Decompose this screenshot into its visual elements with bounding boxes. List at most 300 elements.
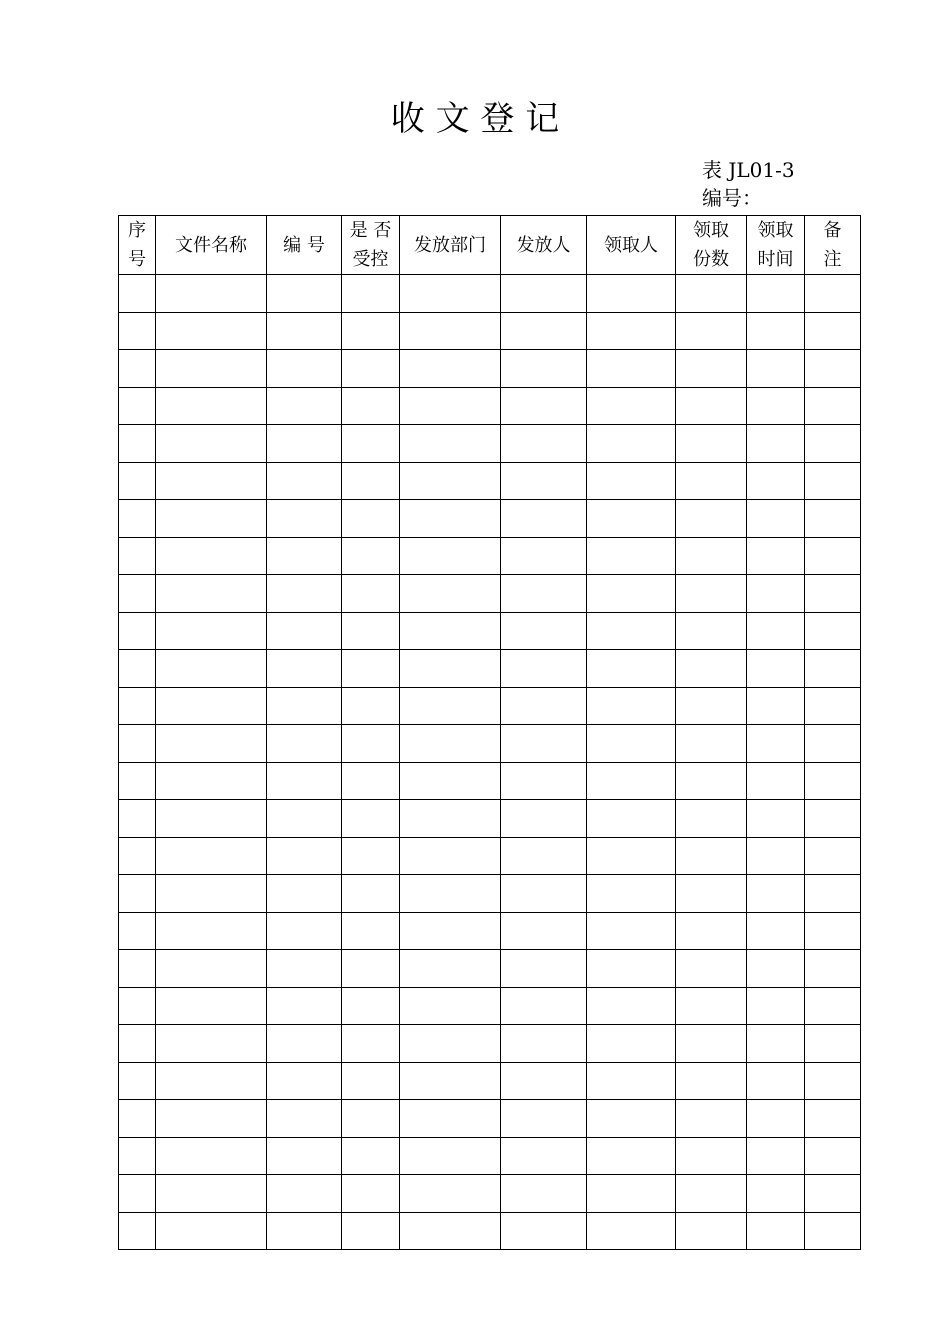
table-cell-issuer[interactable]	[501, 687, 587, 725]
table-cell-issuer[interactable]	[501, 725, 587, 763]
column-header-label: 序 号	[128, 220, 146, 270]
table-cell-seq[interactable]	[119, 725, 156, 763]
column-header-issuer	[501, 216, 587, 275]
table-cell-issuing_dept[interactable]	[400, 537, 501, 575]
table-cell-copies[interactable]	[676, 1025, 747, 1063]
table-cell-controlled[interactable]	[342, 987, 400, 1025]
table-cell-doc_name[interactable]	[156, 575, 267, 613]
table-cell-issuer[interactable]	[501, 462, 587, 500]
column-header-seq	[119, 216, 156, 275]
table-cell-remarks[interactable]	[805, 650, 861, 688]
table-cell-issuing_dept[interactable]	[400, 575, 501, 613]
table-cell-copies[interactable]	[676, 912, 747, 950]
table-cell-controlled[interactable]	[342, 1175, 400, 1213]
table-cell-controlled[interactable]	[342, 1212, 400, 1250]
table-cell-recipient[interactable]	[587, 762, 676, 800]
table-cell-controlled[interactable]	[342, 912, 400, 950]
table-cell-recipient[interactable]	[587, 312, 676, 350]
table-cell-received_time[interactable]	[747, 950, 805, 988]
table-cell-recipient[interactable]	[587, 575, 676, 613]
table-cell-issuing_dept[interactable]	[400, 1212, 501, 1250]
column-header-doc_name	[156, 216, 267, 275]
table-cell-copies[interactable]	[676, 800, 747, 838]
table-cell-controlled[interactable]	[342, 950, 400, 988]
table-cell-received_time[interactable]	[747, 387, 805, 425]
form-code: 表 JL01-3	[702, 158, 795, 182]
table-cell-remarks[interactable]	[805, 612, 861, 650]
column-header-label: 领取人	[604, 234, 658, 256]
table-cell-seq[interactable]	[119, 537, 156, 575]
table-cell-copies[interactable]	[676, 612, 747, 650]
receipt-register-table	[118, 215, 861, 1250]
table-cell-doc_no[interactable]	[267, 1100, 342, 1138]
table-cell-recipient[interactable]	[587, 350, 676, 388]
table-cell-recipient[interactable]	[587, 1175, 676, 1213]
table-cell-remarks[interactable]	[805, 537, 861, 575]
table-row	[119, 875, 861, 913]
table-cell-doc_no[interactable]	[267, 1175, 342, 1213]
table-cell-doc_name[interactable]	[156, 387, 267, 425]
table-cell-seq[interactable]	[119, 950, 156, 988]
table-cell-issuing_dept[interactable]	[400, 950, 501, 988]
table-cell-controlled[interactable]	[342, 687, 400, 725]
table-cell-doc_name[interactable]	[156, 462, 267, 500]
table-cell-seq[interactable]	[119, 800, 156, 838]
column-header-label: 领取 时间	[757, 220, 794, 270]
table-cell-copies[interactable]	[676, 725, 747, 763]
table-cell-doc_no[interactable]	[267, 875, 342, 913]
table-row	[119, 1100, 861, 1138]
table-cell-seq[interactable]	[119, 1137, 156, 1175]
table-cell-issuer[interactable]	[501, 575, 587, 613]
table-cell-issuer[interactable]	[501, 1100, 587, 1138]
table-cell-copies[interactable]	[676, 837, 747, 875]
table-cell-issuing_dept[interactable]	[400, 725, 501, 763]
table-row	[119, 987, 861, 1025]
table-cell-issuer[interactable]	[501, 537, 587, 575]
table-cell-doc_name[interactable]	[156, 762, 267, 800]
table-cell-doc_no[interactable]	[267, 1062, 342, 1100]
table-cell-doc_name[interactable]	[156, 950, 267, 988]
table-cell-controlled[interactable]	[342, 350, 400, 388]
table-cell-copies[interactable]	[676, 575, 747, 613]
table-cell-received_time[interactable]	[747, 575, 805, 613]
table-cell-recipient[interactable]	[587, 1212, 676, 1250]
table-cell-issuing_dept[interactable]	[400, 500, 501, 538]
table-cell-doc_no[interactable]	[267, 500, 342, 538]
table-cell-issuing_dept[interactable]	[400, 312, 501, 350]
table-cell-doc_name[interactable]	[156, 837, 267, 875]
table-cell-controlled[interactable]	[342, 800, 400, 838]
table-row	[119, 275, 861, 313]
table-cell-received_time[interactable]	[747, 275, 805, 313]
table-cell-seq[interactable]	[119, 837, 156, 875]
table-cell-received_time[interactable]	[747, 1212, 805, 1250]
table-cell-issuing_dept[interactable]	[400, 425, 501, 463]
table-cell-doc_name[interactable]	[156, 612, 267, 650]
column-header-copies	[676, 216, 747, 275]
table-cell-copies[interactable]	[676, 425, 747, 463]
table-cell-remarks[interactable]	[805, 275, 861, 313]
table-cell-doc_name[interactable]	[156, 537, 267, 575]
table-cell-issuer[interactable]	[501, 875, 587, 913]
table-cell-recipient[interactable]	[587, 650, 676, 688]
table-cell-controlled[interactable]	[342, 1062, 400, 1100]
table-cell-controlled[interactable]	[342, 837, 400, 875]
table-cell-controlled[interactable]	[342, 875, 400, 913]
table-cell-doc_name[interactable]	[156, 1100, 267, 1138]
column-header-label: 备 注	[823, 220, 842, 270]
table-cell-doc_name[interactable]	[156, 875, 267, 913]
table-cell-copies[interactable]	[676, 462, 747, 500]
table-cell-doc_no[interactable]	[267, 725, 342, 763]
table-cell-remarks[interactable]	[805, 1100, 861, 1138]
table-cell-received_time[interactable]	[747, 425, 805, 463]
table-cell-recipient[interactable]	[587, 500, 676, 538]
table-cell-copies[interactable]	[676, 312, 747, 350]
table-row	[119, 537, 861, 575]
table-cell-doc_no[interactable]	[267, 462, 342, 500]
table-cell-received_time[interactable]	[747, 612, 805, 650]
table-cell-doc_no[interactable]	[267, 1137, 342, 1175]
table-cell-issuer[interactable]	[501, 837, 587, 875]
table-cell-received_time[interactable]	[747, 875, 805, 913]
table-cell-copies[interactable]	[676, 987, 747, 1025]
table-cell-remarks[interactable]	[805, 1062, 861, 1100]
table-cell-issuing_dept[interactable]	[400, 800, 501, 838]
table-cell-remarks[interactable]	[805, 1175, 861, 1213]
table-cell-recipient[interactable]	[587, 1100, 676, 1138]
table-cell-recipient[interactable]	[587, 1137, 676, 1175]
table-cell-remarks[interactable]	[805, 687, 861, 725]
table-cell-issuing_dept[interactable]	[400, 912, 501, 950]
table-row	[119, 762, 861, 800]
table-cell-recipient[interactable]	[587, 275, 676, 313]
table-cell-copies[interactable]	[676, 650, 747, 688]
table-cell-copies[interactable]	[676, 1175, 747, 1213]
table-cell-received_time[interactable]	[747, 687, 805, 725]
column-header-issuing_dept	[400, 216, 501, 275]
number-field[interactable]: 编号：	[702, 186, 762, 210]
table-cell-received_time[interactable]	[747, 762, 805, 800]
table-cell-controlled[interactable]	[342, 762, 400, 800]
table-cell-issuer[interactable]	[501, 950, 587, 988]
table-cell-doc_no[interactable]	[267, 912, 342, 950]
table-cell-controlled[interactable]	[342, 275, 400, 313]
table-cell-controlled[interactable]	[342, 500, 400, 538]
form-meta	[702, 156, 795, 212]
table-cell-doc_no[interactable]	[267, 800, 342, 838]
table-cell-received_time[interactable]	[747, 1137, 805, 1175]
table-cell-controlled[interactable]	[342, 575, 400, 613]
table-cell-copies[interactable]	[676, 537, 747, 575]
table-cell-controlled[interactable]	[342, 1100, 400, 1138]
table-cell-doc_no[interactable]	[267, 1025, 342, 1063]
table-cell-controlled[interactable]	[342, 612, 400, 650]
table-cell-remarks[interactable]	[805, 1137, 861, 1175]
table-cell-doc_no[interactable]	[267, 762, 342, 800]
table-cell-seq[interactable]	[119, 275, 156, 313]
table-cell-recipient[interactable]	[587, 912, 676, 950]
table-cell-doc_no[interactable]	[267, 612, 342, 650]
column-header-received_time	[747, 216, 805, 275]
table-cell-issuing_dept[interactable]	[400, 687, 501, 725]
table-cell-doc_no[interactable]	[267, 312, 342, 350]
table-row	[119, 950, 861, 988]
table-cell-copies[interactable]	[676, 687, 747, 725]
column-header-controlled	[342, 216, 400, 275]
table-cell-doc_no[interactable]	[267, 1212, 342, 1250]
table-cell-controlled[interactable]	[342, 650, 400, 688]
table-cell-copies[interactable]	[676, 1100, 747, 1138]
table-row	[119, 1212, 861, 1250]
table-cell-issuing_dept[interactable]	[400, 837, 501, 875]
table-cell-issuing_dept[interactable]	[400, 650, 501, 688]
table-cell-remarks[interactable]	[805, 912, 861, 950]
table-cell-doc_no[interactable]	[267, 650, 342, 688]
table-cell-seq[interactable]	[119, 912, 156, 950]
table-cell-received_time[interactable]	[747, 837, 805, 875]
table-cell-recipient[interactable]	[587, 425, 676, 463]
table-cell-issuer[interactable]	[501, 800, 587, 838]
table-row	[119, 800, 861, 838]
table-cell-recipient[interactable]	[587, 800, 676, 838]
table-cell-copies[interactable]	[676, 350, 747, 388]
table-cell-remarks[interactable]	[805, 1025, 861, 1063]
table-cell-copies[interactable]	[676, 500, 747, 538]
table-cell-remarks[interactable]	[805, 462, 861, 500]
table-cell-remarks[interactable]	[805, 312, 861, 350]
table-cell-remarks[interactable]	[805, 837, 861, 875]
table-cell-recipient[interactable]	[587, 837, 676, 875]
table-cell-recipient[interactable]	[587, 462, 676, 500]
table-cell-doc_name[interactable]	[156, 1025, 267, 1063]
table-cell-issuer[interactable]	[501, 1062, 587, 1100]
table-row	[119, 837, 861, 875]
table-cell-recipient[interactable]	[587, 950, 676, 988]
table-cell-remarks[interactable]	[805, 762, 861, 800]
table-cell-issuing_dept[interactable]	[400, 875, 501, 913]
table-cell-seq[interactable]	[119, 1212, 156, 1250]
table-cell-doc_no[interactable]	[267, 950, 342, 988]
table-row	[119, 1025, 861, 1063]
table-cell-issuing_dept[interactable]	[400, 387, 501, 425]
table-cell-issuer[interactable]	[501, 1175, 587, 1213]
table-cell-issuing_dept[interactable]	[400, 1137, 501, 1175]
table-row	[119, 650, 861, 688]
table-cell-remarks[interactable]	[805, 875, 861, 913]
table-cell-issuer[interactable]	[501, 425, 587, 463]
table-cell-recipient[interactable]	[587, 687, 676, 725]
table-header-row	[119, 216, 861, 275]
table-cell-issuer[interactable]	[501, 762, 587, 800]
table-cell-received_time[interactable]	[747, 462, 805, 500]
table-cell-copies[interactable]	[676, 950, 747, 988]
table-cell-controlled[interactable]	[342, 312, 400, 350]
table-cell-remarks[interactable]	[805, 725, 861, 763]
table-cell-seq[interactable]	[119, 350, 156, 388]
table-cell-issuing_dept[interactable]	[400, 275, 501, 313]
table-cell-doc_name[interactable]	[156, 500, 267, 538]
table-cell-doc_name[interactable]	[156, 350, 267, 388]
table-cell-doc_name[interactable]	[156, 800, 267, 838]
table-cell-seq[interactable]	[119, 425, 156, 463]
table-cell-doc_name[interactable]	[156, 275, 267, 313]
table-cell-copies[interactable]	[676, 275, 747, 313]
table-row	[119, 350, 861, 388]
table-cell-controlled[interactable]	[342, 1025, 400, 1063]
table-cell-remarks[interactable]	[805, 987, 861, 1025]
table-cell-controlled[interactable]	[342, 425, 400, 463]
table-row	[119, 462, 861, 500]
table-cell-received_time[interactable]	[747, 987, 805, 1025]
table-cell-doc_no[interactable]	[267, 575, 342, 613]
table-cell-recipient[interactable]	[587, 1025, 676, 1063]
table-cell-copies[interactable]	[676, 1212, 747, 1250]
table-cell-copies[interactable]	[676, 762, 747, 800]
table-cell-doc_name[interactable]	[156, 687, 267, 725]
table-cell-issuer[interactable]	[501, 387, 587, 425]
table-cell-seq[interactable]	[119, 612, 156, 650]
table-cell-seq[interactable]	[119, 1175, 156, 1213]
table-cell-issuer[interactable]	[501, 612, 587, 650]
column-header-remarks	[805, 216, 861, 275]
table-cell-doc_name[interactable]	[156, 1137, 267, 1175]
table-cell-seq[interactable]	[119, 762, 156, 800]
table-cell-copies[interactable]	[676, 387, 747, 425]
table-cell-doc_no[interactable]	[267, 275, 342, 313]
table-cell-issuer[interactable]	[501, 987, 587, 1025]
table-cell-doc_name[interactable]	[156, 650, 267, 688]
table-cell-received_time[interactable]	[747, 1100, 805, 1138]
table-cell-remarks[interactable]	[805, 387, 861, 425]
table-cell-doc_name[interactable]	[156, 987, 267, 1025]
table-cell-controlled[interactable]	[342, 537, 400, 575]
table-row	[119, 1062, 861, 1100]
table-cell-recipient[interactable]	[587, 612, 676, 650]
table-cell-issuing_dept[interactable]	[400, 612, 501, 650]
table-cell-issuer[interactable]	[501, 350, 587, 388]
table-cell-doc_name[interactable]	[156, 312, 267, 350]
table-cell-seq[interactable]	[119, 1025, 156, 1063]
table-row	[119, 612, 861, 650]
table-cell-remarks[interactable]	[805, 350, 861, 388]
table-cell-seq[interactable]	[119, 650, 156, 688]
table-cell-issuer[interactable]	[501, 912, 587, 950]
table-cell-received_time[interactable]	[747, 1025, 805, 1063]
table-cell-doc_name[interactable]	[156, 1062, 267, 1100]
table-cell-seq[interactable]	[119, 1062, 156, 1100]
table-cell-controlled[interactable]	[342, 725, 400, 763]
column-header-label: 领取 份数	[693, 220, 729, 270]
table-body	[119, 275, 861, 1250]
table-cell-seq[interactable]	[119, 312, 156, 350]
table-cell-copies[interactable]	[676, 1137, 747, 1175]
table-cell-recipient[interactable]	[587, 987, 676, 1025]
table-cell-recipient[interactable]	[587, 875, 676, 913]
table-cell-recipient[interactable]	[587, 387, 676, 425]
table-cell-received_time[interactable]	[747, 725, 805, 763]
table-cell-issuing_dept[interactable]	[400, 1025, 501, 1063]
table-cell-recipient[interactable]	[587, 1062, 676, 1100]
table-cell-seq[interactable]	[119, 575, 156, 613]
table-cell-remarks[interactable]	[805, 950, 861, 988]
table-cell-doc_name[interactable]	[156, 725, 267, 763]
table-cell-doc_no[interactable]	[267, 687, 342, 725]
table-cell-received_time[interactable]	[747, 800, 805, 838]
table-cell-doc_name[interactable]	[156, 1175, 267, 1213]
table-cell-seq[interactable]	[119, 687, 156, 725]
table-row	[119, 1137, 861, 1175]
table-cell-seq[interactable]	[119, 462, 156, 500]
table-cell-seq[interactable]	[119, 500, 156, 538]
table-cell-received_time[interactable]	[747, 350, 805, 388]
table-cell-seq[interactable]	[119, 875, 156, 913]
table-cell-doc_name[interactable]	[156, 912, 267, 950]
table-cell-seq[interactable]	[119, 1100, 156, 1138]
table-cell-controlled[interactable]	[342, 387, 400, 425]
table-cell-received_time[interactable]	[747, 312, 805, 350]
table-cell-doc_no[interactable]	[267, 837, 342, 875]
table-cell-issuer[interactable]	[501, 1137, 587, 1175]
table-cell-remarks[interactable]	[805, 425, 861, 463]
table-cell-controlled[interactable]	[342, 462, 400, 500]
table-cell-doc_no[interactable]	[267, 537, 342, 575]
table-cell-doc_no[interactable]	[267, 425, 342, 463]
table-cell-issuer[interactable]	[501, 650, 587, 688]
table-cell-received_time[interactable]	[747, 1062, 805, 1100]
table-cell-issuing_dept[interactable]	[400, 1100, 501, 1138]
table-cell-doc_no[interactable]	[267, 987, 342, 1025]
table-cell-doc_name[interactable]	[156, 1212, 267, 1250]
column-header-label: 编 号	[283, 234, 325, 256]
table-cell-doc_no[interactable]	[267, 350, 342, 388]
table-cell-issuer[interactable]	[501, 500, 587, 538]
table-cell-recipient[interactable]	[587, 725, 676, 763]
table-cell-received_time[interactable]	[747, 1175, 805, 1213]
table-cell-remarks[interactable]	[805, 575, 861, 613]
table-cell-received_time[interactable]	[747, 537, 805, 575]
column-header-label: 是 否 受控	[349, 220, 392, 270]
table-cell-issuing_dept[interactable]	[400, 1175, 501, 1213]
table-cell-controlled[interactable]	[342, 1137, 400, 1175]
table-row	[119, 1175, 861, 1213]
table-cell-issuer[interactable]	[501, 312, 587, 350]
table-cell-issuing_dept[interactable]	[400, 1062, 501, 1100]
table-cell-received_time[interactable]	[747, 650, 805, 688]
table-cell-copies[interactable]	[676, 1062, 747, 1100]
table-cell-copies[interactable]	[676, 875, 747, 913]
table-cell-issuing_dept[interactable]	[400, 350, 501, 388]
table-cell-remarks[interactable]	[805, 1212, 861, 1250]
table-cell-remarks[interactable]	[805, 800, 861, 838]
table-cell-seq[interactable]	[119, 987, 156, 1025]
table-cell-seq[interactable]	[119, 387, 156, 425]
table-cell-doc_name[interactable]	[156, 425, 267, 463]
table-cell-issuer[interactable]	[501, 1212, 587, 1250]
table-cell-issuer[interactable]	[501, 275, 587, 313]
table-cell-remarks[interactable]	[805, 500, 861, 538]
table-row	[119, 425, 861, 463]
table-cell-recipient[interactable]	[587, 537, 676, 575]
table-cell-issuing_dept[interactable]	[400, 462, 501, 500]
table-cell-issuing_dept[interactable]	[400, 762, 501, 800]
table-cell-doc_no[interactable]	[267, 387, 342, 425]
table-cell-issuer[interactable]	[501, 1025, 587, 1063]
table-cell-received_time[interactable]	[747, 500, 805, 538]
table-cell-issuing_dept[interactable]	[400, 987, 501, 1025]
table-cell-received_time[interactable]	[747, 912, 805, 950]
